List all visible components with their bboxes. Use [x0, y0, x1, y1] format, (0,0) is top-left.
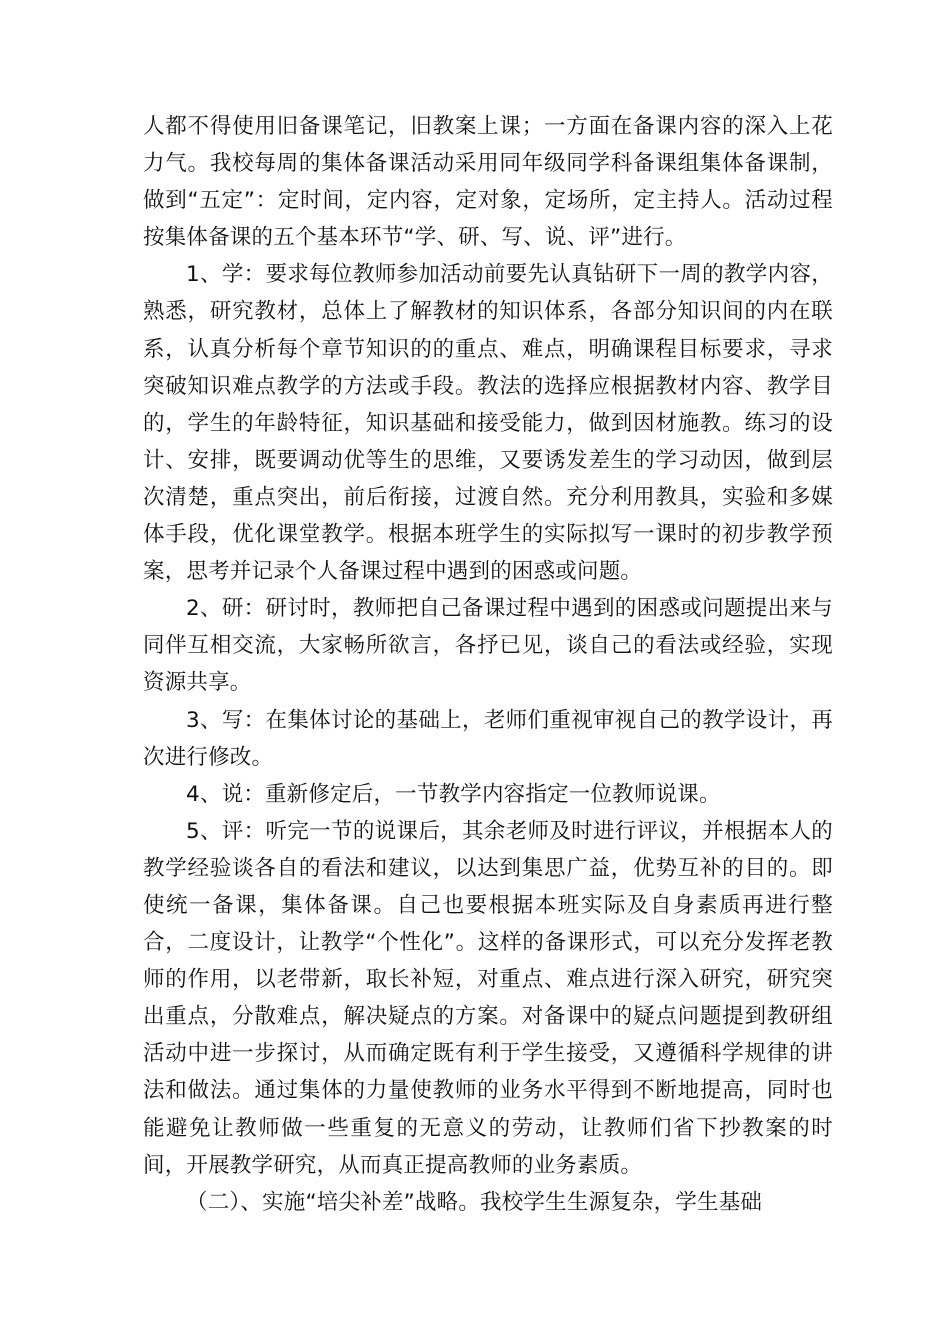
- paragraph-continuation: 人都不得使用旧备课笔记，旧教案上课；一方面在备课内容的深入上花力气。我校每周的集体备课活动采用同年级同学科备课组集体备课制，做到“五定”：定时间，定内容，定对象，定场所，定主持人。活动过程按集体备课的五个基本环节“学、研、写、说、评”进行。: [143, 114, 833, 251]
- paragraph-research: 2、研：研讨时，教师把自己备课过程中遇到的困惑或问题提出来与同伴互相交流，大家畅所欲言，各抒已见，谈自己的看法或经验，实现资源共享。: [143, 596, 833, 696]
- paragraph-study: 1、学：要求每位教师参加活动前要先认真钻研下一周的教学内容，熟悉，研究教材，总体上了解教材的知识体系，各部分知识间的内在联系，认真分析每个章节知识的的重点、难点，明确课程目标要求，寻求突破知识难点教学的方法或手段。教法的选择应根据教材内容、教学目的，学生的年龄特征，知识基础和接受能力，做到因材施教。练习的设计、安排，既要调动优等生的思维，又要诱发差生的学习动因，做到层次清楚，重点突出，前后衔接，过渡自然。充分利用教具，实验和多媒体手段，优化课堂教学。根据本班学生的实际拟写一课时的初步教学预案，思考并记录个人备课过程中遇到的困惑或问题。: [143, 262, 833, 585]
- paragraph-speak: 4、说：重新修定后，一节教学内容指定一位教师说课。: [186, 781, 721, 807]
- paragraph-section-two: （二）、实施“培尖补差”战略。我校学生生源复杂，学生基础: [186, 1189, 763, 1215]
- paragraph-evaluate: 5、评：听完一节的说课后，其余老师及时进行评议，并根据本人的教学经验谈各自的看法和建议，以达到集思广益，优势互补的目的。即使统一备课，集体备课。自己也要根据本班实际及自身素质再进行整合，二度设计，让教学“个性化”。这样的备课形式，可以充分发挥老教师的作用，以老带新，取长补短，对重点、难点进行深入研究，研究突出重点，分散难点，解决疑点的方案。对备课中的疑点问题提到教研组活动中进一步探讨，从而确定既有利于学生接受，又遵循科学规律的讲法和做法。通过集体的力量使教师的业务水平得到不断地提高，同时也能避免让教师做一些重复的无意义的劳动，让教师们省下抄教案的时间，开展教学研究，从而真正提高教师的业务素质。: [143, 818, 833, 1178]
- document-body: [143, 108, 833, 1221]
- paragraph-write: 3、写：在集体讨论的基础上，老师们重视审视自己的教学设计，再次进行修改。: [143, 707, 833, 770]
